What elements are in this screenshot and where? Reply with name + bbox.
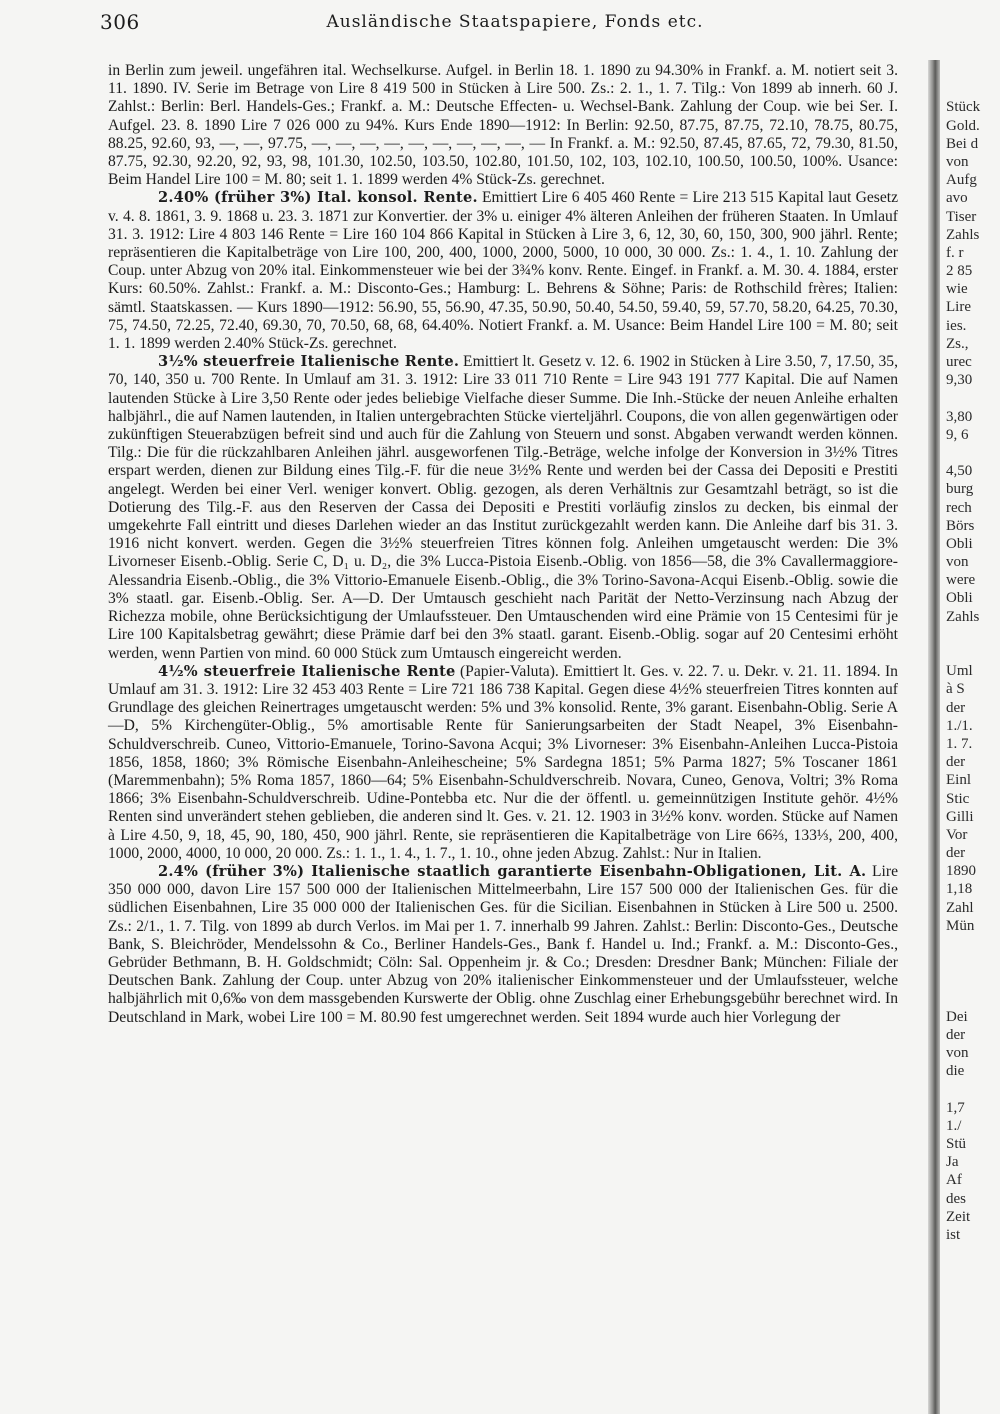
facing-page-line: Stü bbox=[946, 1136, 967, 1153]
facing-page-line: Stück bbox=[946, 99, 981, 116]
facing-page-line: Zs., bbox=[946, 335, 969, 352]
section-heading: 4½% steuerfreie Italienische Rente bbox=[158, 662, 456, 680]
facing-page-line: wie bbox=[946, 281, 968, 298]
facing-page-line: Ja bbox=[946, 1154, 959, 1171]
facing-page-line: ies. bbox=[946, 317, 967, 334]
facing-page-line: Gilli bbox=[946, 808, 974, 825]
facing-page-fragment bbox=[946, 62, 1000, 1414]
facing-page-line bbox=[946, 80, 1000, 98]
facing-page-line: von bbox=[946, 554, 969, 571]
section-heading: 2.40% (früher 3%) Ital. konsol. Rente. bbox=[158, 189, 478, 207]
facing-page-line: der bbox=[946, 754, 966, 771]
facing-page-line: Af bbox=[946, 1172, 962, 1189]
facing-page-line: 2 85 bbox=[946, 263, 973, 280]
facing-page-line bbox=[946, 1262, 1000, 1280]
facing-page-line bbox=[946, 1244, 1000, 1262]
paragraph-italian-konsol-rente bbox=[108, 189, 898, 353]
facing-page-line: Bei d bbox=[946, 135, 979, 152]
facing-page-line bbox=[946, 1081, 1000, 1099]
facing-page-line: 4,50 bbox=[946, 463, 973, 480]
facing-page-line bbox=[946, 1317, 1000, 1335]
facing-page-line: urec bbox=[946, 354, 972, 370]
facing-page-line: Obli bbox=[946, 535, 973, 552]
facing-page-line bbox=[946, 1299, 1000, 1317]
facing-page-line: ist bbox=[946, 1227, 961, 1243]
paragraph-body: in Berlin zum jeweil. ungefähren ital. Wechselkurse. Aufgel. in Berlin 18. 1. 1890 zu 94.30% in Frankf. a. M. notiert seit 3. 11. 1890. IV. Serie im Betrage von Lire 8 419 500 in Stücken à Lire 500. Zs.: 2. 1., 1. 7. Tilg.: Von 1899 ab innerh. 60 J. Zahlst.: Berlin: Berl. Handels-Ges.; Frankf. a. M.: Deutsche Effecten- u. Wechsel-Bank. Zahlung der Coup. wie bei Ser. I. Aufgel. 23. 8. 1890 Lire 7 026 000 zu 94%. Kurs Ende 1890—1912: In Berlin: 92.50, 87.75, 87.75, 72.10, 78.75, 80.75, 88.25, 92.60, 93, —, —, 97.75, —, —, —, —, —, —, —, —, —, — In Frankf. a. M.: 92.50, 87.45, 87.65, 72, 79.30, 81.50, 87.75, 92.30, 92.20, 92, 93, 98, 101.30, 102.50, 103.50, 102.80, 101.50, 102, 103, 102.10, 100.50, 100.50, 100%. Usance: Beim Handel Lire 100 = M. 80; seit 1. 1. 1899 werden 4% Stück-Zs. gerechnet. bbox=[108, 62, 898, 189]
facing-page-line: die bbox=[946, 1063, 965, 1080]
facing-page-line: Obli bbox=[946, 590, 973, 607]
facing-page-line: des bbox=[946, 1190, 966, 1207]
facing-page-line bbox=[946, 389, 1000, 407]
facing-page-line: Lire bbox=[946, 299, 971, 316]
page-header bbox=[100, 10, 930, 40]
facing-page-line: 3,80 bbox=[946, 408, 973, 425]
facing-page-line: Stic bbox=[946, 790, 970, 807]
section-heading: 3½% steuerfreie Italienische Rente. bbox=[158, 353, 460, 371]
facing-page-line: Einl bbox=[946, 772, 971, 789]
facing-page-line: von bbox=[946, 1045, 969, 1062]
paragraph-continued bbox=[108, 62, 898, 189]
facing-page-line: der bbox=[946, 1026, 966, 1043]
facing-page-line bbox=[946, 935, 1000, 953]
facing-page-line: burg bbox=[946, 481, 974, 498]
facing-page-line bbox=[946, 971, 1000, 989]
facing-page-line: à S bbox=[946, 681, 965, 698]
facing-page-line bbox=[946, 62, 1000, 80]
paragraph-body: Emittiert Lire 6 405 460 Rente = Lire 213 515 Kapital laut Gesetz v. 4. 8. 1861, 3. 9. 1868 u. 23. 3. 1871 zur Konvertier. der 3% u. einiger 4% älteren Anleihen der früheren Staaten. In Umlauf 31. 3. 1912: Lire 4 803 146 Rente = Lire 160 104 866 Kapital in Stücken à Lire 3, 6, 12, 30, 60, 150, 300, 900 jährl. Rente; repräsentieren die Kapitalbeträge von Lire 100, 200, 400, 1000, 2000, 5000, 10 000, 30 000. Zs.: 1. 4., 1. 10. Zahlung der Coup. unter Abzug von 20% ital. Einkommensteuer wie bei der 3¾% konv. Rente. Eingef. in Frankf. a. M. 30. 4. 1884, erster Kurs: 60.50%. Zahlst.: Frankf. a. M.: Disconto-Ges.; Hamburg: L. Behrens & Söhne; Paris: de Rothschild frères; Italien: sämtl. Staatskassen. — Kurs 1890—1912: 56.90, 55, 56.90, 47.35, 50.90, 50.40, 54.50, 59.40, 59, 57.70, 58.20, 64.25, 70.30, 75, 74.50, 72.25, 72.40, 69.30, 70, 70.50, 68, 68, 64.40%. Notiert Frankf. a. M. Usance: Beim Handel Lire 100 = M. 80; seit 1. 1. 1899 werden 2.40% Stück-Zs. gerechnet. bbox=[108, 189, 898, 353]
paragraph-body: Lire 350 000 000, davon Lire 157 500 000 der Italienischen Mittelmeerbahn, Lire 157 500 000 der Italienischen Ges. für die südlichen Eisenbahnen, Lire 35 000 000 der Italienischen Ges. für die Sicilian. Eisenbahnen in Stücken à Lire 500 u. 2500. Zs.: 2/1., 1. 7. Tilg. von 1899 ab durch Verlos. im Mai per 1. 7. innerhalb 99 Jahren. Zahlst.: Berlin: Disconto-Ges., Deutsche Bank, S. Bleichröder, Mendelssohn & Co., Berliner Handels-Ges., Bank f. Handel u. Ind.; Frankf. a. M.: Disconto-Ges., Gebrüder Bethmann, B. H. Goldschmidt; Cöln: Sal. Oppenheim jr. & Co.; Dresden: Dresdner Bank; München: Filiale der Deutschen Bank. Zahlung der Coup. unter Abzug von 20% italienischer Einkommensteuer und der Umlaufssteuer, welche halbjährlich mit 0,6‰ von dem massgebenden Kurswerte der Oblig. ohne Zuschlag einer Erhebungsgebühr berechnet wird. In Deutschland in Mark, wobei Lire 100 = M. 80.90 fest umgerechnet werden. Seit 1894 wurde auch hier Vorlegung der bbox=[108, 862, 898, 1026]
paragraph-body: (Papier-Valuta). Emittiert lt. Ges. v. 22. 7. u. Dekr. v. 21. 11. 1894. In Umlauf am 31. 3. 1912: Lire 32 453 403 Rente = Lire 721 186 738 Kapital. Gegen diese 4½% steuerfreien Titres konnten auf Grundlage des gleichen Reinertrages umgetauscht werden: 5% und 3% konsolid. Rente, 3% garant. Eisenbahn-Oblig. Serie A—D, 5% Kirchengüter-Oblig., 5% amortisable Rente für Sanierungsarbeiten der Stadt Neapel, 3% Eisenbahn-Schuldverschreib. Cuneo, Vittorio-Emanuele, Torino-Savona Acqui; 3% Livorneser: 3% Eisenbahn-Anleihen Lucca-Pistoia 1856, 1858, 1860; 3% Römische Eisenbahn-Anleihescheine; 5% Sardegna 1851; 5% Parma 1827; 5% Toscaner 1861 (Maremmenbahn); 5% Roma 1857, 1860—64; 5% Eisenbahn-Schuldverschreib. Novara, Cuneo, Genova, Voltri; 3% Roma 1866; 3% Eisenbahn-Schuldverschreib. Udine-Pontebba etc. Nur die der öffentl. u. gemeinnützigen Institute gehör. 4½% Renten sind unverändert stehen geblieben, die anderen sind lt. Ges. v. 21. 12. 1903 in 3½% konv. worden. Stücke auf Namen à Lire 4.50, 9, 18, 45, 90, 180, 450, 900 jährl. Rente, sie repräsentieren die Kapitalbeträge von Lire 66⅔, 133⅓, 200, 400, 1000, 2000, 4000, 10 000, 20 000. Zs.: 1. 1., 1. 4., 1. 7., 1. 10., ohne jeden Abzug. Zahlst.: Nur in Italien. bbox=[108, 662, 898, 862]
facing-page-line: Zahls bbox=[946, 608, 980, 625]
paragraph-eisenbahn-obligationen bbox=[108, 863, 898, 1027]
facing-page-line: 9,30 bbox=[946, 372, 973, 389]
paragraph-body: Emittiert lt. Gesetz v. 12. 6. 1902 in Stücken à Lire 3.50, 7, 17.50, 35, 70, 140, 350 u. 700 Rente. In Umlauf am 31. 3. 1912: Lire 33 011 710 Rente = Lire 943 191 777 Kapital. Die auf Namen lautenden Stücke à Lire 3,50 Rente oder jedes beliebige Vielfache dieser Summe. Die Inh.-Stücke der neuen Anleihe erhalten halbjährl., die auf Namen lautenden, in Italien untergebrachten Stücke vierteljährl. Coupons, die von allen gegenwärtigen oder zukünftigen Steuerabzügen befreit sind und auch für die Zahlung von Steuern und sonst. Abgaben verwandt werden können. Tilg.: Die für die rückzahlbaren Anleihen jährl. ausgeworfenen Tilg.-Beträge, welche infolge der Konversion in 3½% Titres erspart werden, dienen zur Bildung eines Tilg.-F. für die neue 3½% Rente und werden bei der Cassa dei Depositi e Prestiti angelegt. Werden bei einer Verl. weniger konvert. Oblig. gezogen, als deren Verhältnis zur Gesamtzahl beträgt, so ist die Dotierung des Tilg.-F. aus den Reserven der Cassa dei Depositi e Prestiti vorläufig zinslos zu decken, bis einmal der umgekehrte Fall eintritt und dieses Darlehen wieder an das Institut zurückgezahlt werden kann. Die Anleihe darf bis 31. 3. 1916 nicht konvert. werden. Gegen die 3½% steuerfreien Titres können folg. Anleihen umgetauscht werden: Die 3% Livorneser Eisenb.-Oblig. Serie C, D₁ u. D₂, die 3% Lucca-Pistoia Eisenb.-Oblig. von 1856—58, die 3% Cavallermaggiore-Alessandria Eisenb.-Oblig., die 3% Vittorio-Emanuele Eisenb.-Oblig., die 3% Torino-Savona-Acqui Eisenb.-Oblig. sowie die 3% staatl. gar. Eisenb.-Oblig. Ser. A—D. Der Umtausch geschieht nach Parität der Netto-Verzinsung nach Abzug der Richezza mobile, ohne Berücksichtigung der Umlaufssteuer. Den Umtauschenden wird eine Prämie von 15 Centesimi für je Lire 100 Kapitalsbetrag gewährt; diese Prämie darf bei den 3% staatl. garant. Eisenb.-Oblig. sogar auf 20 Centesimi erhöht werden, wenn Partien von mind. 60 000 Stück zum Umtausch eingereicht werden. bbox=[108, 353, 898, 662]
page-number: 306 bbox=[100, 10, 140, 34]
facing-page-line: rech bbox=[946, 499, 972, 516]
facing-page-line: der bbox=[946, 699, 966, 716]
facing-page-line: 1./1. bbox=[946, 717, 973, 734]
facing-page-line bbox=[946, 626, 1000, 644]
paragraph-4-5-percent-rente bbox=[108, 663, 898, 863]
main-text-column bbox=[108, 62, 898, 1027]
facing-page-line: Mün bbox=[946, 917, 975, 934]
facing-page-line: f. r bbox=[946, 244, 964, 261]
facing-page-line bbox=[946, 644, 1000, 662]
facing-page-line bbox=[946, 1281, 1000, 1299]
facing-page-line: Zahls bbox=[946, 226, 980, 243]
facing-page-line: Börs bbox=[946, 517, 975, 534]
facing-page-line: Gold. bbox=[946, 117, 980, 134]
facing-page-line: von bbox=[946, 153, 969, 170]
facing-page-line bbox=[946, 1335, 1000, 1353]
facing-page-line: Zahl bbox=[946, 899, 974, 916]
facing-page-line: avo bbox=[946, 190, 968, 207]
section-heading: 2.4% (früher 3%) Italienische staatlich garantierte Eisenbahn-Obligationen, Lit. A. bbox=[158, 862, 867, 880]
facing-page-line: Zeit bbox=[946, 1208, 971, 1225]
facing-page-line: der bbox=[946, 845, 966, 862]
facing-page-line: 9, 6 bbox=[946, 426, 969, 443]
facing-page-line: Aufg bbox=[946, 172, 977, 189]
facing-page-line: 1,18 bbox=[946, 881, 973, 898]
facing-page-line: Tiser bbox=[946, 208, 977, 225]
facing-page-line: Uml bbox=[946, 663, 973, 680]
facing-page-line bbox=[946, 953, 1000, 971]
facing-page-line: Vor bbox=[946, 826, 968, 843]
facing-page-line: were bbox=[946, 572, 976, 589]
facing-page-line: 1890 bbox=[946, 863, 976, 880]
facing-page-line bbox=[946, 444, 1000, 462]
book-gutter bbox=[928, 60, 940, 1414]
facing-page-line: 1./ bbox=[946, 1117, 962, 1134]
paragraph-3-5-percent-rente bbox=[108, 353, 898, 662]
facing-page-line: Dei bbox=[946, 1008, 968, 1025]
facing-page-line bbox=[946, 990, 1000, 1008]
facing-page-line: 1,7 bbox=[946, 1099, 965, 1116]
running-title: Ausländische Staatspapiere, Fonds etc. bbox=[326, 12, 704, 32]
facing-page-line: 1. 7. bbox=[946, 735, 973, 752]
